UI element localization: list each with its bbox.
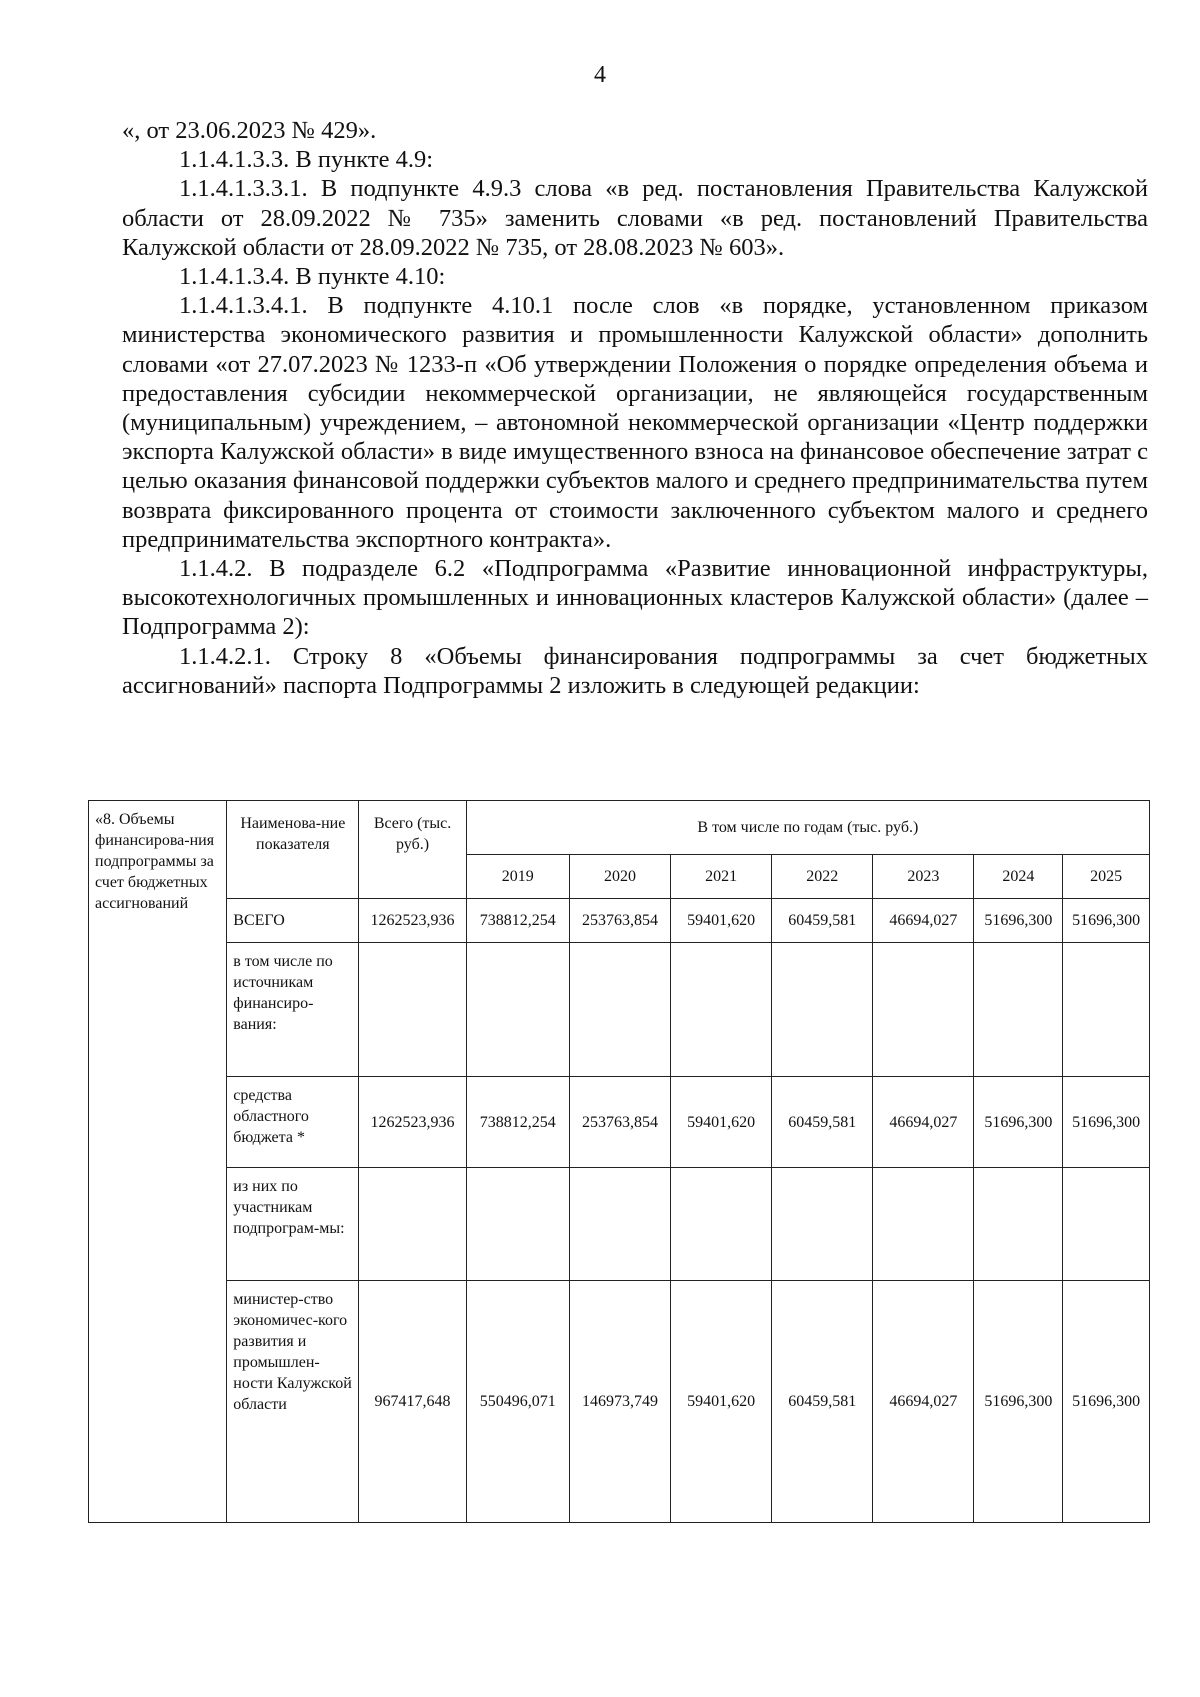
- row-total: [359, 1168, 466, 1281]
- year-value: 550496,071: [466, 1281, 569, 1523]
- year-header: 2019: [466, 855, 569, 899]
- year-value: 59401,620: [671, 1077, 772, 1168]
- row-name: средства областного бюджета *: [227, 1077, 359, 1168]
- year-value: [671, 1168, 772, 1281]
- table-row: [89, 1077, 1150, 1168]
- document-body: [122, 116, 1148, 700]
- row-name: в том числе по источникам финансиро-вания:: [227, 943, 359, 1077]
- year-value: [1063, 1168, 1150, 1281]
- year-value: [974, 943, 1063, 1077]
- year-value: [974, 1168, 1063, 1281]
- year-value: 51696,300: [974, 1281, 1063, 1523]
- row-label-cell: «8. Объемы финансирова-ния подпрограммы за счет бюджетных ассигнований: [89, 801, 227, 1523]
- year-value: 51696,300: [1063, 1281, 1150, 1523]
- row-name: из них по участникам подпрограм-мы:: [227, 1168, 359, 1281]
- row-name: ВСЕГО: [227, 899, 359, 943]
- year-value: [466, 943, 569, 1077]
- year-value: 738812,254: [466, 1077, 569, 1168]
- year-value: [569, 943, 670, 1077]
- total-column-header: Всего (тыс. руб.): [359, 801, 466, 899]
- row-total: 1262523,936: [359, 1077, 466, 1168]
- table-row: [89, 1281, 1150, 1523]
- years-group-header: В том числе по годам (тыс. руб.): [466, 801, 1149, 855]
- paragraph-1-1-4-1-3-3-1: 1.1.4.1.3.3.1. В подпункте 4.9.3 слова «в ред. постановления Правительства Калужской области от 28.09.2022 № 735» заменить словами «в ред. постановлений Правительства Калужской области от 28.09.2022 № 735, от 28.08.2023 № 603».: [122, 175, 1148, 261]
- year-value: [873, 943, 974, 1077]
- financing-table: [88, 800, 1150, 1523]
- year-header: 2020: [569, 855, 670, 899]
- year-value: 46694,027: [873, 899, 974, 943]
- paragraph-1-1-4-2: 1.1.4.2. В подразделе 6.2 «Подпрограмма «Развитие инновационной инфраструктуры, высокотехнологичных промышленных и инновационных кластеров Калужской области» (далее – Подпрограмма 2):: [122, 555, 1148, 641]
- year-value: [1063, 943, 1150, 1077]
- year-value: [466, 1168, 569, 1281]
- year-value: 46694,027: [873, 1281, 974, 1523]
- year-value: 60459,581: [772, 899, 873, 943]
- year-value: 51696,300: [1063, 1077, 1150, 1168]
- row-name: министер-ство экономичес-кого развития и промышлен-ности Калужской области: [227, 1281, 359, 1523]
- paragraph-1-1-4-1-3-4-1: 1.1.4.1.3.4.1. В подпункте 4.10.1 после слов «в порядке, установленном приказом министерства экономического развития и промышленности Калужской области» дополнить словами «от 27.07.2023 № 1233-п «Об утверждении Положения о порядке определения объема и предоставления субсидии некоммерческой организации, не являющейся государственным (муниципальным) учреждением, – автономной некоммерческой организации «Центр поддержки экспорта Калужской области» в виде имущественного взноса на финансовое обеспечение затрат с целью оказания финансовой поддержки субъектов малого и среднего предпринимательства путем возврата фиксированного процента от стоимости заключенного субъектом малого и среднего предпринимательства экспортного контракта».: [122, 292, 1148, 553]
- year-value: 51696,300: [1063, 899, 1150, 943]
- row-total: 1262523,936: [359, 899, 466, 943]
- year-header: 2025: [1063, 855, 1150, 899]
- year-value: 51696,300: [974, 899, 1063, 943]
- table-row: [89, 1168, 1150, 1281]
- year-value: 60459,581: [772, 1281, 873, 1523]
- name-column-header: Наименова-ние показателя: [227, 801, 359, 899]
- paragraph-1-1-4-1-3-4: 1.1.4.1.3.4. В пункте 4.10:: [179, 263, 446, 291]
- paragraph-1-1-4-2-1: 1.1.4.2.1. Строку 8 «Объемы финансирования подпрограммы за счет бюджетных ассигнований» паспорта Подпрограммы 2 изложить в следующей редакции:: [122, 642, 1148, 699]
- table-row: [89, 899, 1150, 943]
- year-value: 59401,620: [671, 899, 772, 943]
- year-header: 2023: [873, 855, 974, 899]
- year-value: 253763,854: [569, 899, 670, 943]
- paragraph-quote-end: «, от 23.06.2023 № 429».: [122, 117, 377, 144]
- year-header: 2024: [974, 855, 1063, 899]
- year-value: [772, 1168, 873, 1281]
- year-value: 59401,620: [671, 1281, 772, 1523]
- year-value: 738812,254: [466, 899, 569, 943]
- year-value: 46694,027: [873, 1077, 974, 1168]
- year-value: 253763,854: [569, 1077, 670, 1168]
- year-header: 2022: [772, 855, 873, 899]
- row-total: 967417,648: [359, 1281, 466, 1523]
- year-value: 51696,300: [974, 1077, 1063, 1168]
- year-value: [671, 943, 772, 1077]
- year-value: [873, 1168, 974, 1281]
- year-value: 146973,749: [569, 1281, 670, 1523]
- year-value: 60459,581: [772, 1077, 873, 1168]
- table-row: [89, 943, 1150, 1077]
- row-total: [359, 943, 466, 1077]
- year-header: 2021: [671, 855, 772, 899]
- year-value: [772, 943, 873, 1077]
- paragraph-1-1-4-1-3-3: 1.1.4.1.3.3. В пункте 4.9:: [179, 146, 434, 174]
- page-number: 4: [594, 62, 606, 88]
- year-value: [569, 1168, 670, 1281]
